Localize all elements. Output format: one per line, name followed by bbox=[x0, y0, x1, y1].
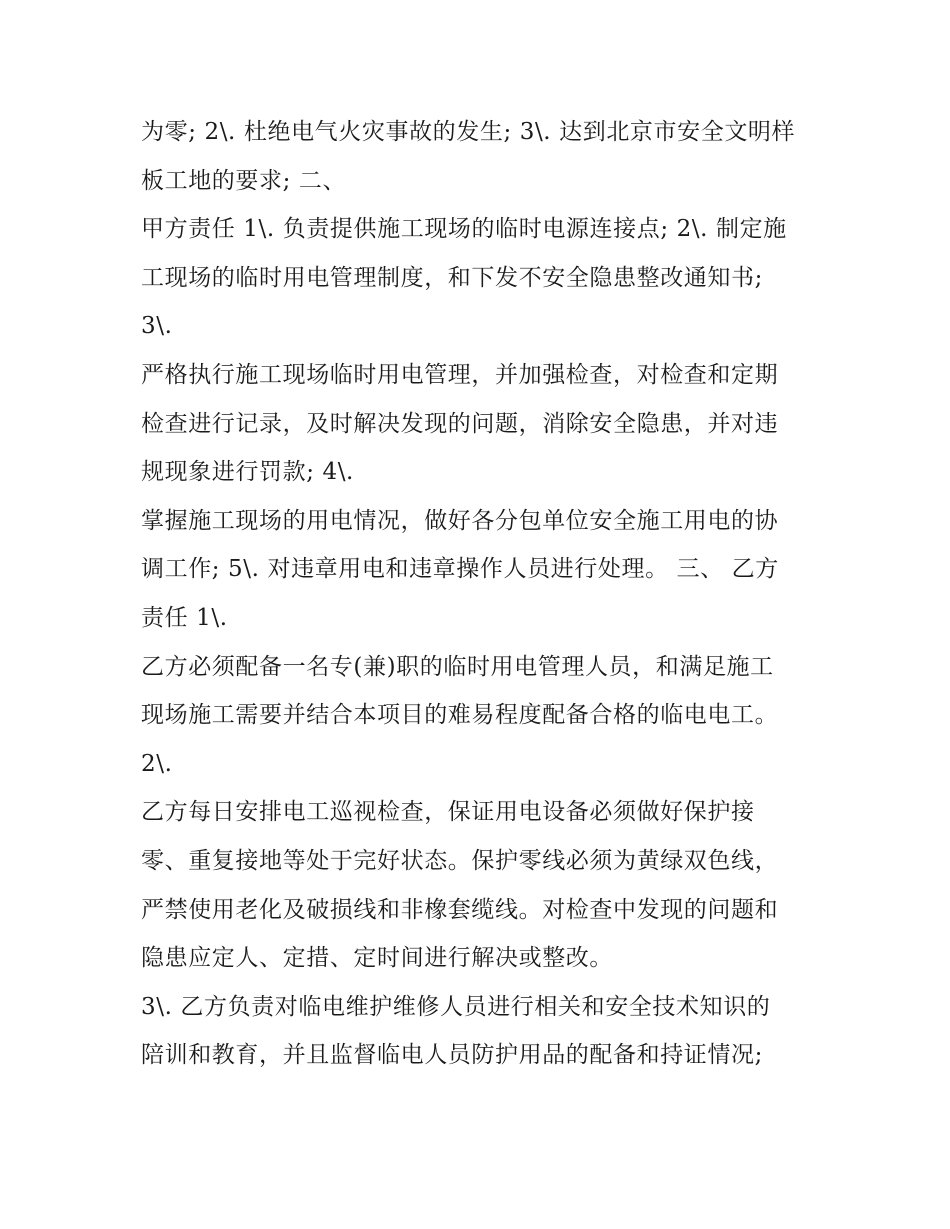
text-line: 严禁使用老化及破损线和非橡套缆线。对检查中发现的问题和 bbox=[141, 896, 779, 923]
text-line: 工现场的临时用电管理制度，和下发不安全隐患整改通知书; bbox=[141, 264, 763, 291]
text-line: 隐患应定人、定措、定时间进行解决或整改。 bbox=[141, 945, 613, 972]
text-line: 检查进行记录，及时解决发现的问题，消除安全隐患，并对违 bbox=[141, 410, 779, 437]
text-line: 现场施工需要并结合本项目的难易程度配备合格的临电电工。 bbox=[141, 702, 779, 729]
text-line: 2\. bbox=[141, 750, 173, 777]
text-line: 陪训和教育，并且监督临电人员防护用品的配备和持证情况; bbox=[141, 1042, 763, 1069]
text-line: 严格执行施工现场临时用电管理，并加强检查，对检查和定期 bbox=[141, 361, 779, 388]
text-line: 3\. bbox=[141, 313, 173, 340]
text-line: 调工作; 5\. 对违章用电和违章操作人员进行处理。 三、 乙方 bbox=[141, 556, 779, 583]
text-line: 板工地的要求; 二、 bbox=[141, 167, 347, 194]
text-line: 掌握施工现场的用电情况，做好各分包单位安全施工用电的协 bbox=[141, 507, 779, 534]
text-line: 规现象进行罚款; 4\. bbox=[141, 459, 354, 486]
text-line: 为零; 2\. 杜绝电气火灾事故的发生; 3\. 达到北京市安全文明样 bbox=[141, 119, 796, 145]
text-line: 零、重复接地等处于完好状态。保护零线必须为黄绿双色线， bbox=[141, 847, 779, 874]
text-line: 乙方每日安排电工巡视检查，保证用电设备必须做好保护接 bbox=[141, 799, 755, 826]
document-body bbox=[141, 108, 821, 1080]
text-line: 责任 1\. bbox=[141, 604, 228, 631]
text-line: 甲方责任 1\. 负责提供施工现场的临时电源连接点; 2\. 制定施 bbox=[141, 216, 787, 243]
text-line: 乙方必须配备一名专(兼)职的临时用电管理人员，和满足施工 bbox=[141, 653, 774, 680]
text-line: 3\. 乙方负责对临电维护维修人员进行相关和安全技术知识的 bbox=[141, 993, 771, 1020]
